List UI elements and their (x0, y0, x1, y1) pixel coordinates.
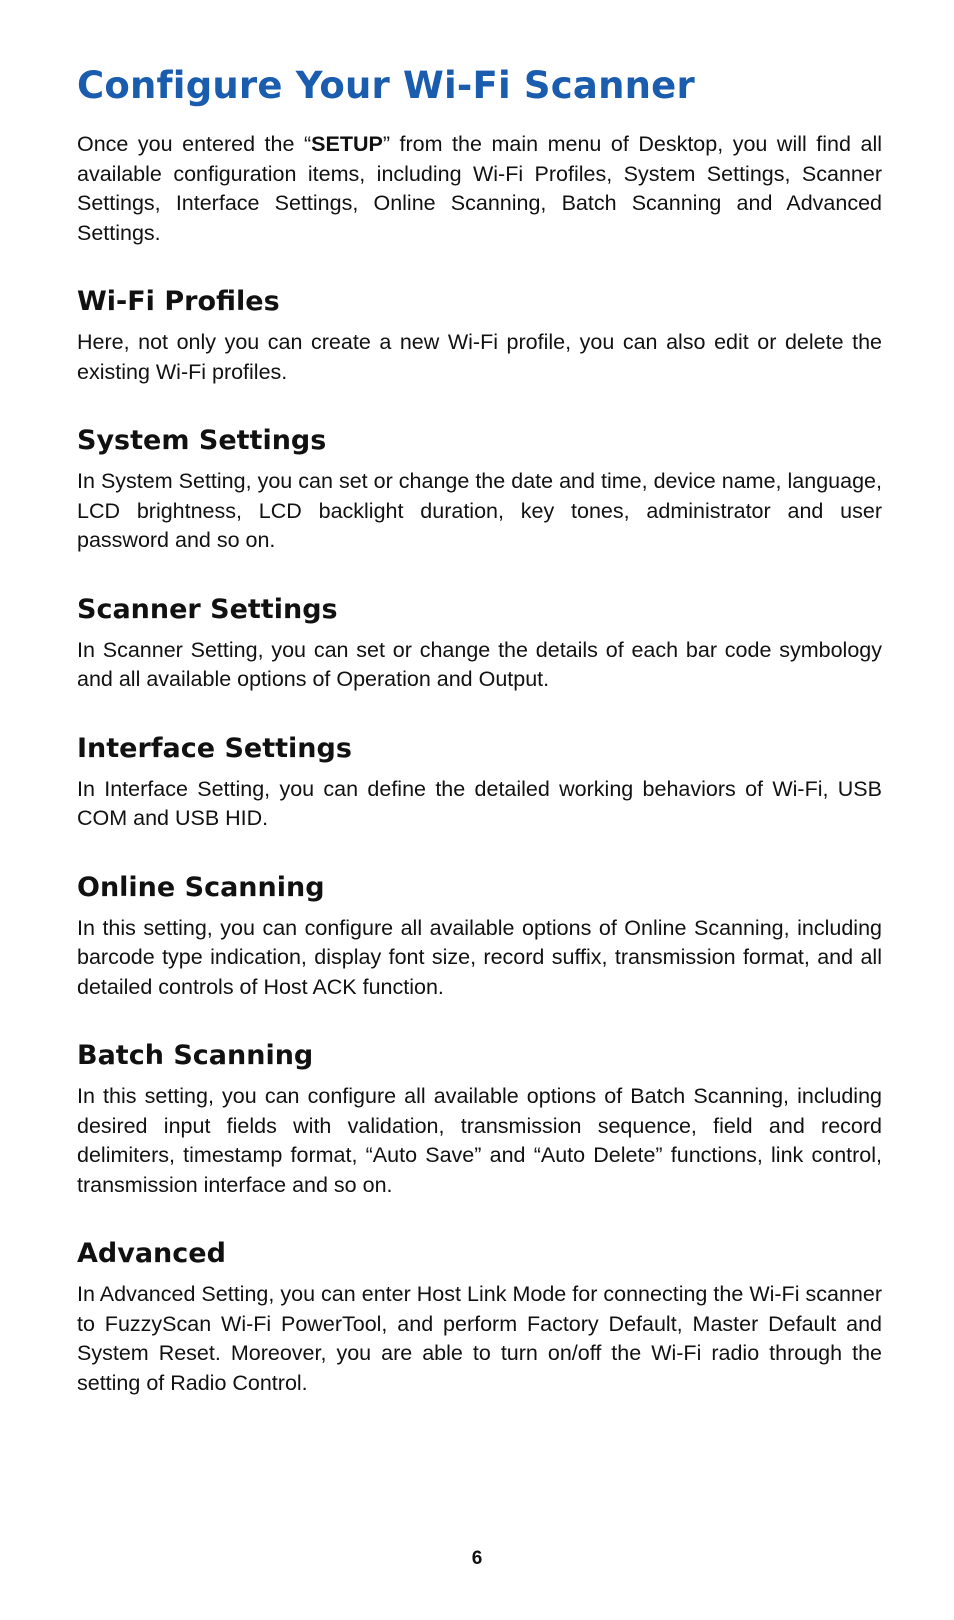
page-title: Configure Your Wi-Fi Scanner (77, 64, 695, 107)
body-system-settings: In System Setting, you can set or change the date and time, device name, language, LCD brightness, LCD backlight duration, key tones, administrator and user password and so on. (77, 469, 882, 552)
intro-paragraph (77, 130, 882, 248)
heading-advanced: Advanced (77, 1238, 226, 1269)
body-wifi-profiles: Here, not only you can create a new Wi-Fi profile, you can also edit or delete the existing Wi-Fi profiles. (77, 330, 882, 384)
heading-batch-scanning: Batch Scanning (77, 1040, 314, 1071)
setup-keyword: SETUP (311, 132, 383, 156)
body-scanner-settings: In Scanner Setting, you can set or change the details of each bar code symbology and all available options of Operation and Output. (77, 637, 882, 691)
heading-online-scanning: Online Scanning (77, 871, 325, 903)
document-page (77, 0, 882, 1398)
heading-system-settings: System Settings (77, 425, 327, 456)
heading-wifi-profiles: Wi-Fi Profiles (77, 286, 280, 317)
heading-interface-settings: Interface Settings (77, 732, 352, 764)
intro-text-start: Once you entered the “ (77, 132, 312, 156)
body-online-scanning: In this setting, you can configure all available options of Online Scanning, including barcode type indication, display font size, record suffix, transmission format, and all detailed controls of Host ACK function. (77, 915, 882, 999)
body-batch-scanning: In this setting, you can configure all available options of Batch Scanning, including desired input fields with validation, transmission sequence, field and record delimiters, timestamp format, “Auto Save” and “Auto Delete” functions, link control, transmission interface and so on. (77, 1084, 882, 1197)
intro-text-end: ” from the main menu of Desktop, you will find all available configuration items, including Wi-Fi Profiles, System Settings, Scanner Settings, Interface Settings, Online Scanning, Batch Scanning and Advanced Settings. (77, 132, 882, 245)
body-interface-settings: In Interface Setting, you can define the detailed working behaviors of Wi-Fi, USB COM and USB HID. (77, 776, 882, 830)
heading-scanner-settings: Scanner Settings (77, 593, 338, 625)
body-advanced: In Advanced Setting, you can enter Host Link Mode for connecting the Wi-Fi scanner to FuzzyScan Wi-Fi PowerTool, and perform Factory Default, Master Default and System Reset. Moreover, you are able to turn on/off the Wi-Fi radio through the setting of Radio Control. (77, 1282, 882, 1395)
page-number: 6 (471, 1548, 483, 1569)
